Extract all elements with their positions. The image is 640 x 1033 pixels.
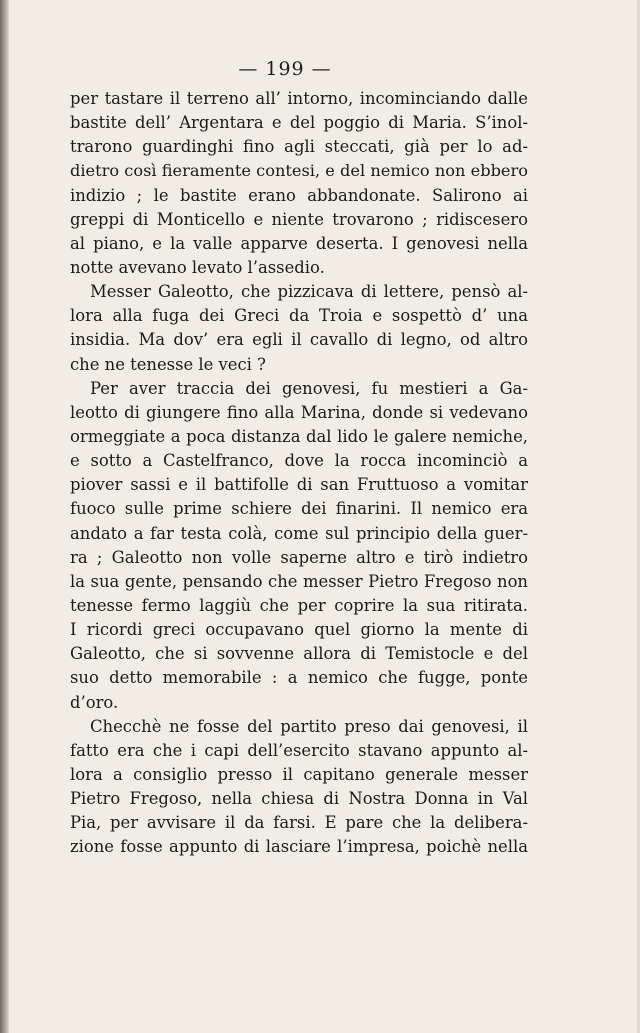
text-line: Pietro Fregoso, nella chiesa di Nostra Donna in Val	[70, 789, 528, 809]
text-line: suo detto memorabile : a nemico che fugge, ponte	[70, 668, 528, 688]
text-line: lora a consiglio presso il capitano generale messer	[70, 764, 528, 784]
text-line: Per aver traccia dei genovesi, fu mestieri a Ga-	[90, 378, 528, 398]
text-line: trarono guardinghi fino agli steccati, già per lo ad-	[70, 137, 528, 157]
text-line: fuoco sulle prime schiere dei finarini. Il nemico era	[70, 499, 528, 519]
text-line: lora alla fuga dei Greci da Troia e sospettò d’ una	[70, 306, 528, 326]
page-number: — 199 —	[238, 58, 332, 80]
text-line: al piano, e la valle apparve deserta. I genovesi nella	[70, 233, 528, 253]
text-line: Pia, per avvisare il da farsi. E pare che la delibera-	[70, 813, 528, 833]
text-line: bastite dell’ Argentara e del poggio di Maria. S’inol-	[70, 113, 528, 133]
text-line: greppi di Monticello e niente trovarono ; ridiscesero	[70, 209, 528, 229]
text-line: dietro così fieramente contesi, e del nemico non ebbero	[70, 161, 528, 181]
text-line: I ricordi greci occupavano quel giorno la mente di	[70, 620, 528, 640]
text-line: Messer Galeotto, che pizzicava di lettere, pensò al-	[90, 282, 528, 302]
text-line: Checchè ne fosse del partito preso dai genovesi, il	[90, 716, 528, 736]
text-line: tenesse fermo laggiù che per coprire la sua ritirata.	[70, 595, 528, 615]
text-line: che ne tenesse le veci ?	[70, 354, 266, 374]
text-line: insidia. Ma dov’ era egli il cavallo di legno, od altro	[70, 330, 528, 350]
binding-shadow	[0, 0, 9, 1033]
text-line: fatto era che i capi dell’esercito stavano appunto al-	[70, 740, 528, 760]
text-line: e sotto a Castelfranco, dove la rocca incominciò a	[70, 451, 528, 471]
text-line: piover sassi e il battifolle di san Fruttuoso a vomitar	[70, 475, 528, 495]
text-line: la sua gente, pensando che messer Pietro Fregoso non	[70, 571, 528, 591]
text-line: d’oro.	[70, 692, 119, 712]
text-line: per tastare il terreno all’ intorno, incominciando dalle	[70, 89, 528, 108]
text-line: indizio ; le bastite erano abbandonate. Salirono ai	[70, 185, 528, 205]
text-line: zione fosse appunto di lasciare l’impresa, poichè nella	[70, 837, 528, 857]
text-line: andato a far testa colà, come sul principio della guer-	[70, 523, 528, 543]
text-line: ormeggiate a poca distanza dal lido le galere nemiche,	[70, 426, 528, 446]
text-line: Galeotto, che si sovvenne allora di Temistocle e del	[70, 644, 528, 664]
text-line: leotto di giungere fino alla Marina, donde si vedevano	[70, 402, 528, 422]
text-line: ra ; Galeotto non volle saperne altro e tirò indietro	[70, 547, 528, 567]
text-line: notte avevano levato l’assedio.	[70, 257, 325, 277]
body-text	[70, 87, 528, 860]
